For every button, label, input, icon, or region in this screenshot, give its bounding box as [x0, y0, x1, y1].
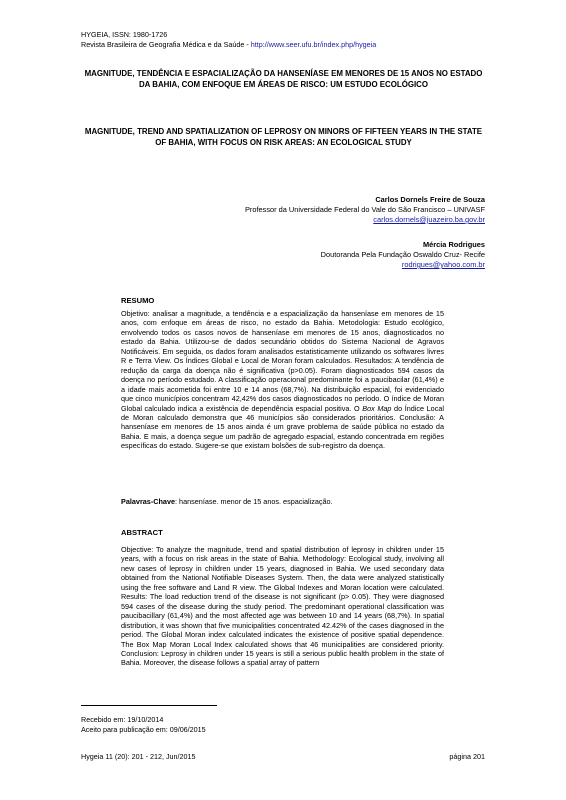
- footnote-divider: [81, 705, 217, 706]
- title-english: MAGNITUDE, TREND AND SPATIALIZATION OF LEPROSY ON MINORS OF FIFTEEN YEARS IN THE STATE OF BAHIA, WITH FOCUS ON RISK AREAS: AN ECOLOGICAL STUDY: [84, 127, 483, 147]
- accepted-date: Aceito para publicação em: 09/06/2015: [81, 725, 206, 734]
- resumo-paragraph: [121, 309, 444, 451]
- author-affiliation: Professor da Universidade Federal do Vale do São Francisco – UNIVASF: [244, 205, 485, 214]
- publication-dates: [81, 715, 206, 735]
- resumo-italic-term: Box Map: [362, 403, 392, 413]
- footer-citation: Hygeia 11 (20): 201 - 212, Jun/2015: [81, 752, 196, 761]
- journal-issn: HYGEIA, ISSN: 1980-1726: [81, 30, 168, 39]
- journal-name-line: [81, 40, 376, 50]
- footer-page-number: página 201: [449, 752, 485, 761]
- author-name: Mércia Rodrigues: [422, 240, 485, 249]
- abstract-heading: ABSTRACT: [121, 528, 163, 537]
- resumo-text-part2: do Índice Local de Moran calculado demonstra que 46 municípios são considerados prioritários. Conclusão: A hanseníase em menores de 15 anos ainda é um grave problema de saúde pública no estado da Bahia. E mais, a doença segue um padrão de agregado espacial, estando concentrada em regiões específicas do estado. Sugere-se que existam bolsões de sub-registro da doença.: [121, 403, 444, 451]
- keywords-text: : hanseníase. menor de 15 anos. espacialização.: [175, 497, 333, 506]
- journal-name: Revista Brasileira de Geografia Médica e da Saúde -: [81, 40, 251, 49]
- journal-url-link[interactable]: http://www.seer.ufu.br/index.php/hygeia: [250, 40, 377, 49]
- journal-header: [81, 30, 376, 50]
- resumo-heading: RESUMO: [121, 296, 155, 305]
- abstract-paragraph: Objective: To analyze the magnitude, trend and spatial distribution of leprosy in children under 15 years, with a focus on risk areas in the state of Bahia. Methodology: Ecological study, involving all new cases of leprosy in children under 15 years, diagnosed in Bahia. We used secondary data obtained from the National Notifiable Diseases System. Then, the data were analyzed statistically using the free software and Land R view. The Global Indexes and Moran location were calculated. Results: The load reduction trend of the disease is not significant (p> 0.05). They were diagnosed 594 cases of the disease during the study period. The predominant operational classification was paucibacillary (61,4%) and the most affected age was between 10 and 14 years (68,7%). In spatial distribution, it was shown that five municipalities concentrated 42.42% of the cases diagnosed in the period. The Global Moran index calculated indicates the existence of positive spatial dependence. The Box Map Moran Local Index calculated shows that 46 municipalities are considered priority. Conclusion: Leprosy in children under 15 years is still a serious public health problem in the state of Bahia. Moreover, the disease follows a spatial array of pattern: [121, 545, 444, 668]
- title-portuguese: MAGNITUDE, TENDÊNCIA E ESPACIALIZAÇÃO DA HANSENÍASE EM MENORES DE 15 ANOS NO ESTADO DA BAHIA, COM ENFOQUE EM ÁREAS DE RISCO: UM ESTUDO ECOLÓGICO: [84, 69, 483, 89]
- author-email-link[interactable]: carlos.dornels@juazeiro.ba.gov.br: [373, 215, 485, 224]
- keywords-label: Palavras-Chave: [121, 497, 176, 506]
- author-name: Carlos Dornels Freire de Souza: [375, 195, 485, 204]
- keywords-line: [121, 497, 333, 506]
- resumo-text-part1: Objetivo: analisar a magnitude, a tendência e a espacialização da hanseníase em menores de 15 anos, com enfoque em áreas de risco, no estado da Bahia. Metodologia: Estudo ecológico, envolvendo todos os casos novos de hanseníase em menores de 15 anos, diagnosticados no estado da Bahia. Utilizou-se de dados secundário obtidos do Sistema Nacional de Agravos Notificáveis. Em seguida, os dados foram analisados estatisticamente utilizando os softwares livres R e Terra View. Os Índices Global e Local de Moran foram calculados. Resultados: A tendência de redução da carga da doença não é significativa (p>0.05). Foram diagnosticados 594 casos da doença no período estudado. A classificação operacional predominante foi a paucibacilar (61,4%) e a idade mais acometida foi entre 10 e 14 anos (68,7%). Na distribuição espacial, foi evidenciado que cinco municípios concentram 42,42% dos casos diagnosticados no período. O índice de Moran Global calculado indica a existência de dependência espacial positiva. O: [121, 309, 444, 413]
- author-affiliation: Doutoranda Pela Fundação Oswaldo Cruz- Recife: [320, 250, 485, 259]
- author-block-1: [105, 195, 485, 225]
- received-date: Recebido em: 19/10/2014: [81, 715, 164, 724]
- author-email-link[interactable]: rodrigues@yahoo.com.br: [401, 260, 485, 269]
- author-block-2: [105, 240, 485, 270]
